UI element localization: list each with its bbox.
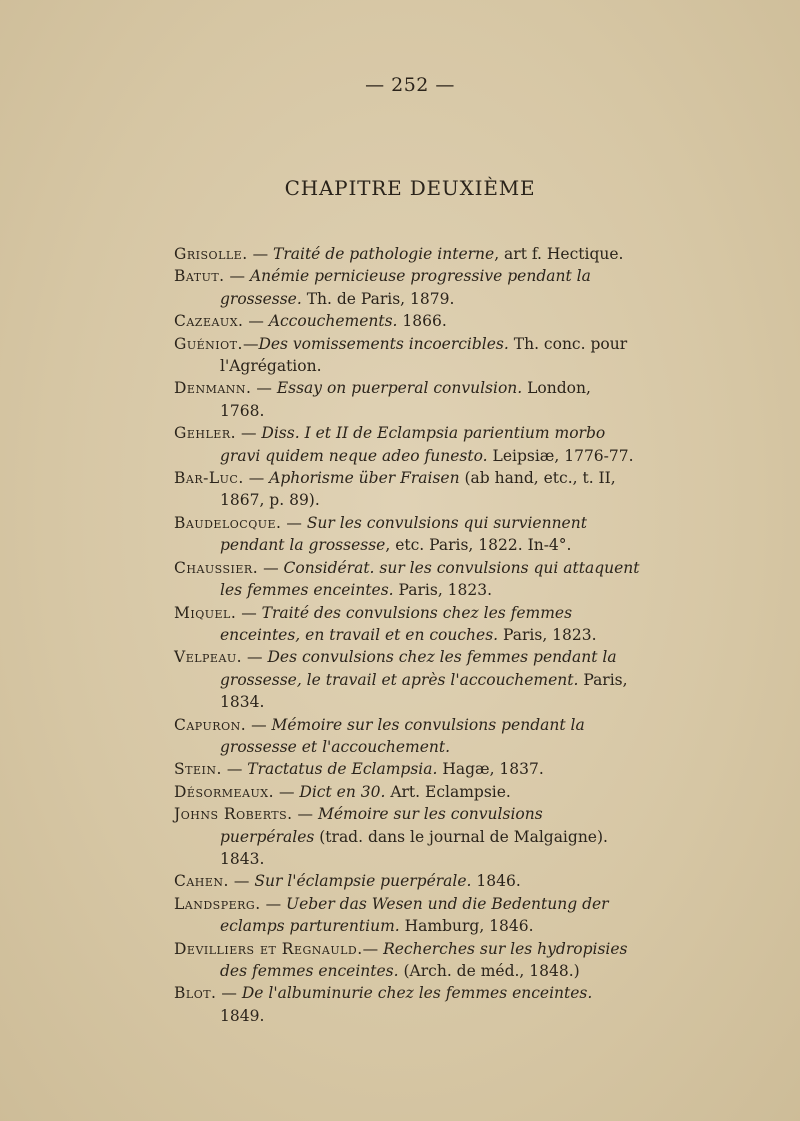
entry-author: Cahen. xyxy=(174,872,229,891)
entry-separator: — xyxy=(236,603,262,622)
bibliography-entry xyxy=(174,422,640,467)
entry-details: , etc. Paris, 1822. In-4°. xyxy=(385,536,572,555)
bibliography-entry xyxy=(174,377,640,422)
entry-title: Dict en 30. xyxy=(299,782,386,801)
entry-author: Cazeaux. xyxy=(174,312,244,331)
entry-title: Traité de pathologie interne xyxy=(273,245,495,263)
bibliography-entry xyxy=(174,646,640,713)
entry-details: Th. conc. pour l'Agrégation. xyxy=(220,334,628,376)
entry-separator: — xyxy=(246,715,272,734)
entry-author: Capuron. xyxy=(174,715,247,734)
entry-title: Ueber das Wesen und die Bedentung der eclamps parturentium. xyxy=(220,894,609,936)
bibliography-entry xyxy=(174,714,640,759)
entry-separator: — xyxy=(224,267,250,286)
entry-author: Landsperg. xyxy=(174,894,261,913)
entry-author: Chaussier. xyxy=(174,558,259,577)
entry-separator: — xyxy=(292,805,318,824)
entry-title: Anémie pernicieuse progressive pendant la grossesse. xyxy=(220,267,591,308)
entry-separator: — xyxy=(251,379,277,398)
entry-author: Grisolle. xyxy=(174,245,248,263)
entry-title: Diss. I et II de Eclampsia parientium morbo gravi quidem neque adeo funesto. xyxy=(220,424,606,465)
entry-separator: — xyxy=(242,648,268,667)
bibliography-entry xyxy=(174,870,640,892)
entry-title: De l'albuminurie chez les femmes enceintes. xyxy=(241,984,593,1003)
bibliography-entry xyxy=(174,243,640,265)
entry-author: Gehler. xyxy=(174,424,237,443)
entry-title: Des convulsions chez les femmes pendant la grossesse, le travail et après l'accouchement. xyxy=(220,648,617,689)
entry-title: Aphorisme über Fraisen xyxy=(269,469,460,488)
bibliography-entry xyxy=(174,938,640,983)
entry-separator: — xyxy=(258,558,284,577)
entry-separator: — xyxy=(243,469,270,488)
entry-details: 1866. xyxy=(397,312,447,331)
entry-details: Hagæ, 1837. xyxy=(437,760,544,779)
entry-title: Tractatus de Eclampsia. xyxy=(247,760,438,779)
entry-title: Sur les convulsions qui surviennent pendant la grossesse xyxy=(220,513,587,555)
page-number: — 252 — xyxy=(365,74,455,96)
entry-title: Mémoire sur les convulsions pendant la grossesse et l'accouchement. xyxy=(220,715,585,756)
entry-author: Denmann. xyxy=(174,379,252,398)
entry-details: 1846. xyxy=(471,872,521,891)
entry-details: Paris, 1823. xyxy=(393,581,493,600)
entry-separator: — xyxy=(216,984,242,1003)
entry-separator: — xyxy=(274,782,300,801)
entry-title: Des vomissements incoercibles. xyxy=(258,334,509,353)
entry-title: Sur l'éclampsie puerpérale. xyxy=(254,872,472,891)
entry-details: Paris, 1834. xyxy=(220,670,628,712)
entry-author: Johns Roberts. xyxy=(174,805,293,824)
entry-author: Stein. xyxy=(174,760,222,779)
entry-details: Hamburg, 1846. xyxy=(399,917,534,936)
entry-author: Devilliers et Regnauld. xyxy=(174,939,363,958)
entry-separator: — xyxy=(260,894,287,913)
entry-title: Mémoire sur les convulsions puerpérales xyxy=(220,805,543,846)
entry-separator: — xyxy=(236,424,262,443)
entry-title: Accouchements. xyxy=(268,312,398,331)
bibliography-entry xyxy=(174,310,640,332)
entry-separator: — xyxy=(221,760,248,779)
entry-details: London, 1768. xyxy=(220,379,591,420)
entry-separator: — xyxy=(228,872,255,891)
entry-title: Traité des convulsions chez les femmes enceintes, en travail et en couches. xyxy=(220,603,573,644)
entry-author: Miquel. xyxy=(174,603,237,622)
bibliography-entry xyxy=(174,982,640,1027)
bibliography-entry xyxy=(174,758,640,780)
bibliography-entry xyxy=(174,512,640,557)
bibliography-entry xyxy=(174,602,640,647)
entry-author: Batut. xyxy=(174,267,225,286)
bibliography-entry xyxy=(174,803,640,870)
entry-details: , art f. Hectique. xyxy=(494,245,624,263)
entry-author: Guéniot. xyxy=(174,334,243,353)
entry-separator: — xyxy=(281,513,307,532)
entry-title: Considérat. sur les convulsions qui attaquent les femmes enceintes. xyxy=(220,558,640,600)
bibliography-entry xyxy=(174,333,640,378)
chapter-title: CHAPITRE DEUXIÈME xyxy=(284,176,536,200)
entry-author: Blot. xyxy=(174,984,217,1003)
entry-separator: — xyxy=(242,334,259,353)
entry-details: (trad. dans le journal de Malgaigne). 1843. xyxy=(220,827,608,868)
bibliography-list xyxy=(174,243,640,1027)
entry-details: (Arch. de méd., 1848.) xyxy=(398,962,580,980)
bibliography-entry xyxy=(174,893,640,938)
entry-author: Bar-Luc. xyxy=(174,469,244,488)
entry-title: Recherches sur les hydropisies des femmes enceintes. xyxy=(220,939,628,980)
entry-separator: — xyxy=(362,939,384,958)
entry-author: Désormeaux. xyxy=(174,782,275,801)
bibliography-entry xyxy=(174,557,640,602)
entry-details: (ab hand, etc., t. II, 1867, p. 89). xyxy=(220,469,616,510)
entry-title: Essay on puerperal convulsion. xyxy=(276,379,523,398)
entry-details: Leipsiæ, 1776-77. xyxy=(487,446,634,465)
entry-details: Paris, 1823. xyxy=(498,625,597,644)
bibliography-entry xyxy=(174,467,640,512)
entry-details: 1849. xyxy=(220,1006,265,1025)
bibliography-entry xyxy=(174,781,640,803)
bibliography-entry xyxy=(174,265,640,310)
entry-author: Velpeau. xyxy=(174,648,243,667)
entry-separator: — xyxy=(243,312,269,331)
entry-author: Baudelocque. xyxy=(174,513,282,532)
entry-details: Art. Eclampsie. xyxy=(385,782,511,801)
entry-separator: — xyxy=(247,245,273,263)
entry-details: Th. de Paris, 1879. xyxy=(301,289,455,308)
